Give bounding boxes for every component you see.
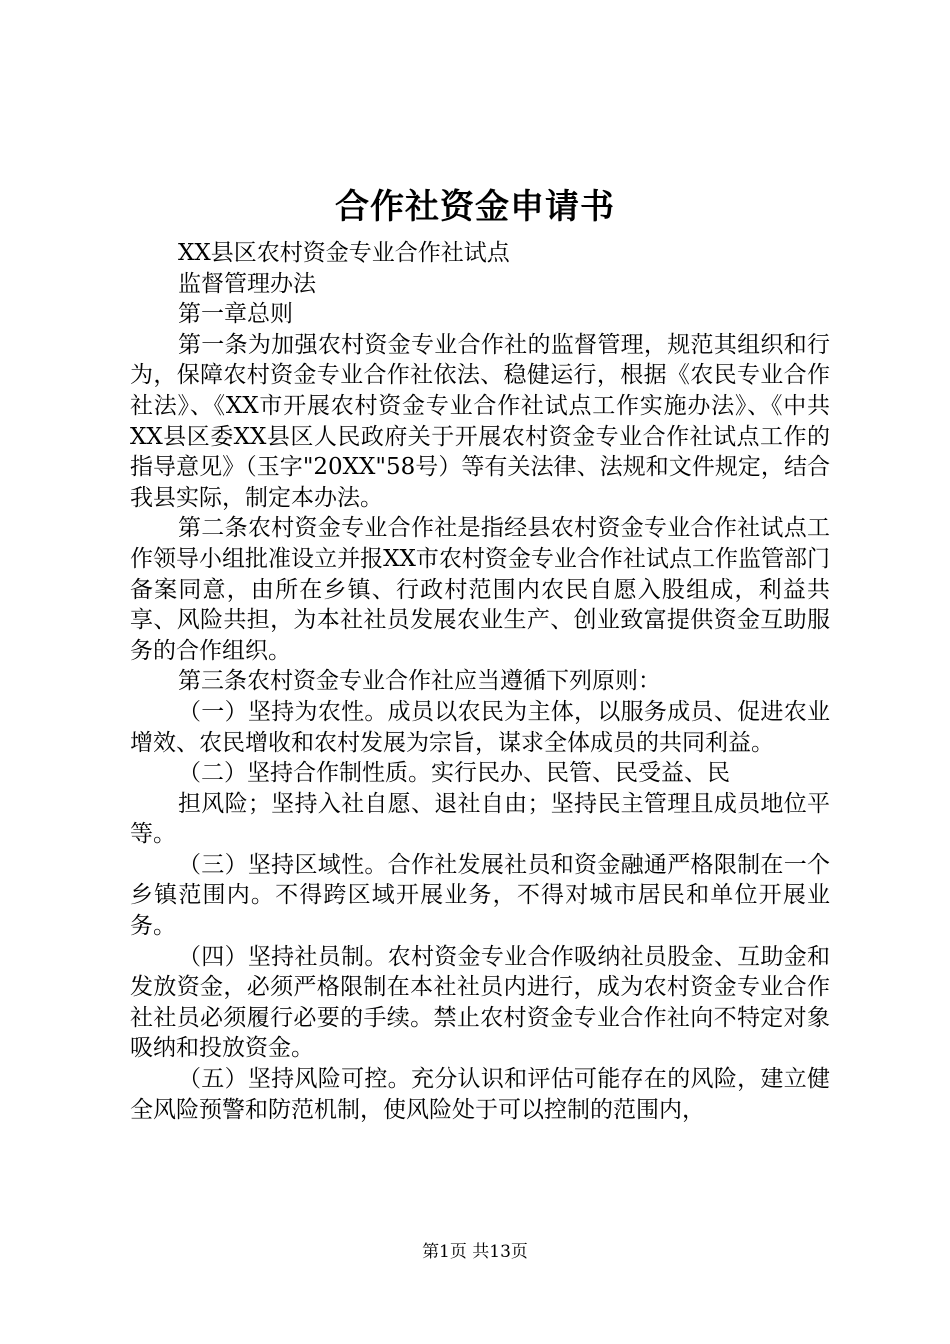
document-title: 合作社资金申请书 <box>335 187 615 227</box>
paragraph-principle-2-cont: 担风险；坚持入社自愿、退社自由；坚持民主管理且成员地位平等。 <box>130 790 830 848</box>
document-body <box>130 238 830 1125</box>
paragraph-article-2: 第二条农村资金专业合作社是指经县农村资金专业合作社试点工作领导小组批准设立并报XX市农村资金专业合作社试点工作监管部门备案同意，由所在乡镇、行政村范围内农民自愿入股组成，利益共享、风险共担，为本社社员发展农业生产、创业致富提供资金互助服务的合作组织。 <box>130 515 830 664</box>
paragraph-principle-2: （二）坚持合作制性质。实行民办、民管、民受益、民 <box>178 760 730 787</box>
paragraph-principle-5: （五）坚持风险可控。充分认识和评估可能存在的风险，建立健全风险预警和防范机制，使风险处于可以控制的范围内， <box>130 1066 830 1123</box>
paragraph-heading-1: XX县区农村资金专业合作社试点 <box>178 240 510 266</box>
paragraph-principle-3: （三）坚持区域性。合作社发展社员和资金融通严格限制在一个乡镇范围内。不得跨区域开展业务，不得对城市居民和单位开展业务。 <box>130 851 830 940</box>
paragraph-heading-2: 监督管理办法 <box>178 270 316 297</box>
paragraph-principle-1: （一）坚持为农性。成员以农民为主体，以服务成员、促进农业增效、农民增收和农村发展为宗旨，谋求全体成员的共同利益。 <box>130 698 830 756</box>
page-number-footer: 第1页 共13页 <box>422 1242 528 1262</box>
paragraph-article-1: 第一条为加强农村资金专业合作社的监督管理，规范其组织和行为，保障农村资金专业合作社依法、稳健运行，根据《农民专业合作社法》、《XX市开展农村资金专业合作社试点工作实施办法》、《中共XX县区委XX县区人民政府关于开展农村资金专业合作社试点工作的指导意见》（玉字"20XX"58号）等有关法律、法规和文件规定，结合我县实际，制定本办法。 <box>130 331 830 511</box>
paragraph-principle-4: （四）坚持社员制。农村资金专业合作吸纳社员股金、互助金和发放资金，必须严格限制在本社社员内进行，成为农村资金专业合作社社员必须履行必要的手续。禁止农村资金专业合作社向不特定对象吸纳和投放资金。 <box>130 943 830 1062</box>
paragraph-chapter-1: 第一章总则 <box>178 301 293 328</box>
paragraph-article-3: 第三条农村资金专业合作社应当遵循下列原则： <box>178 668 661 695</box>
